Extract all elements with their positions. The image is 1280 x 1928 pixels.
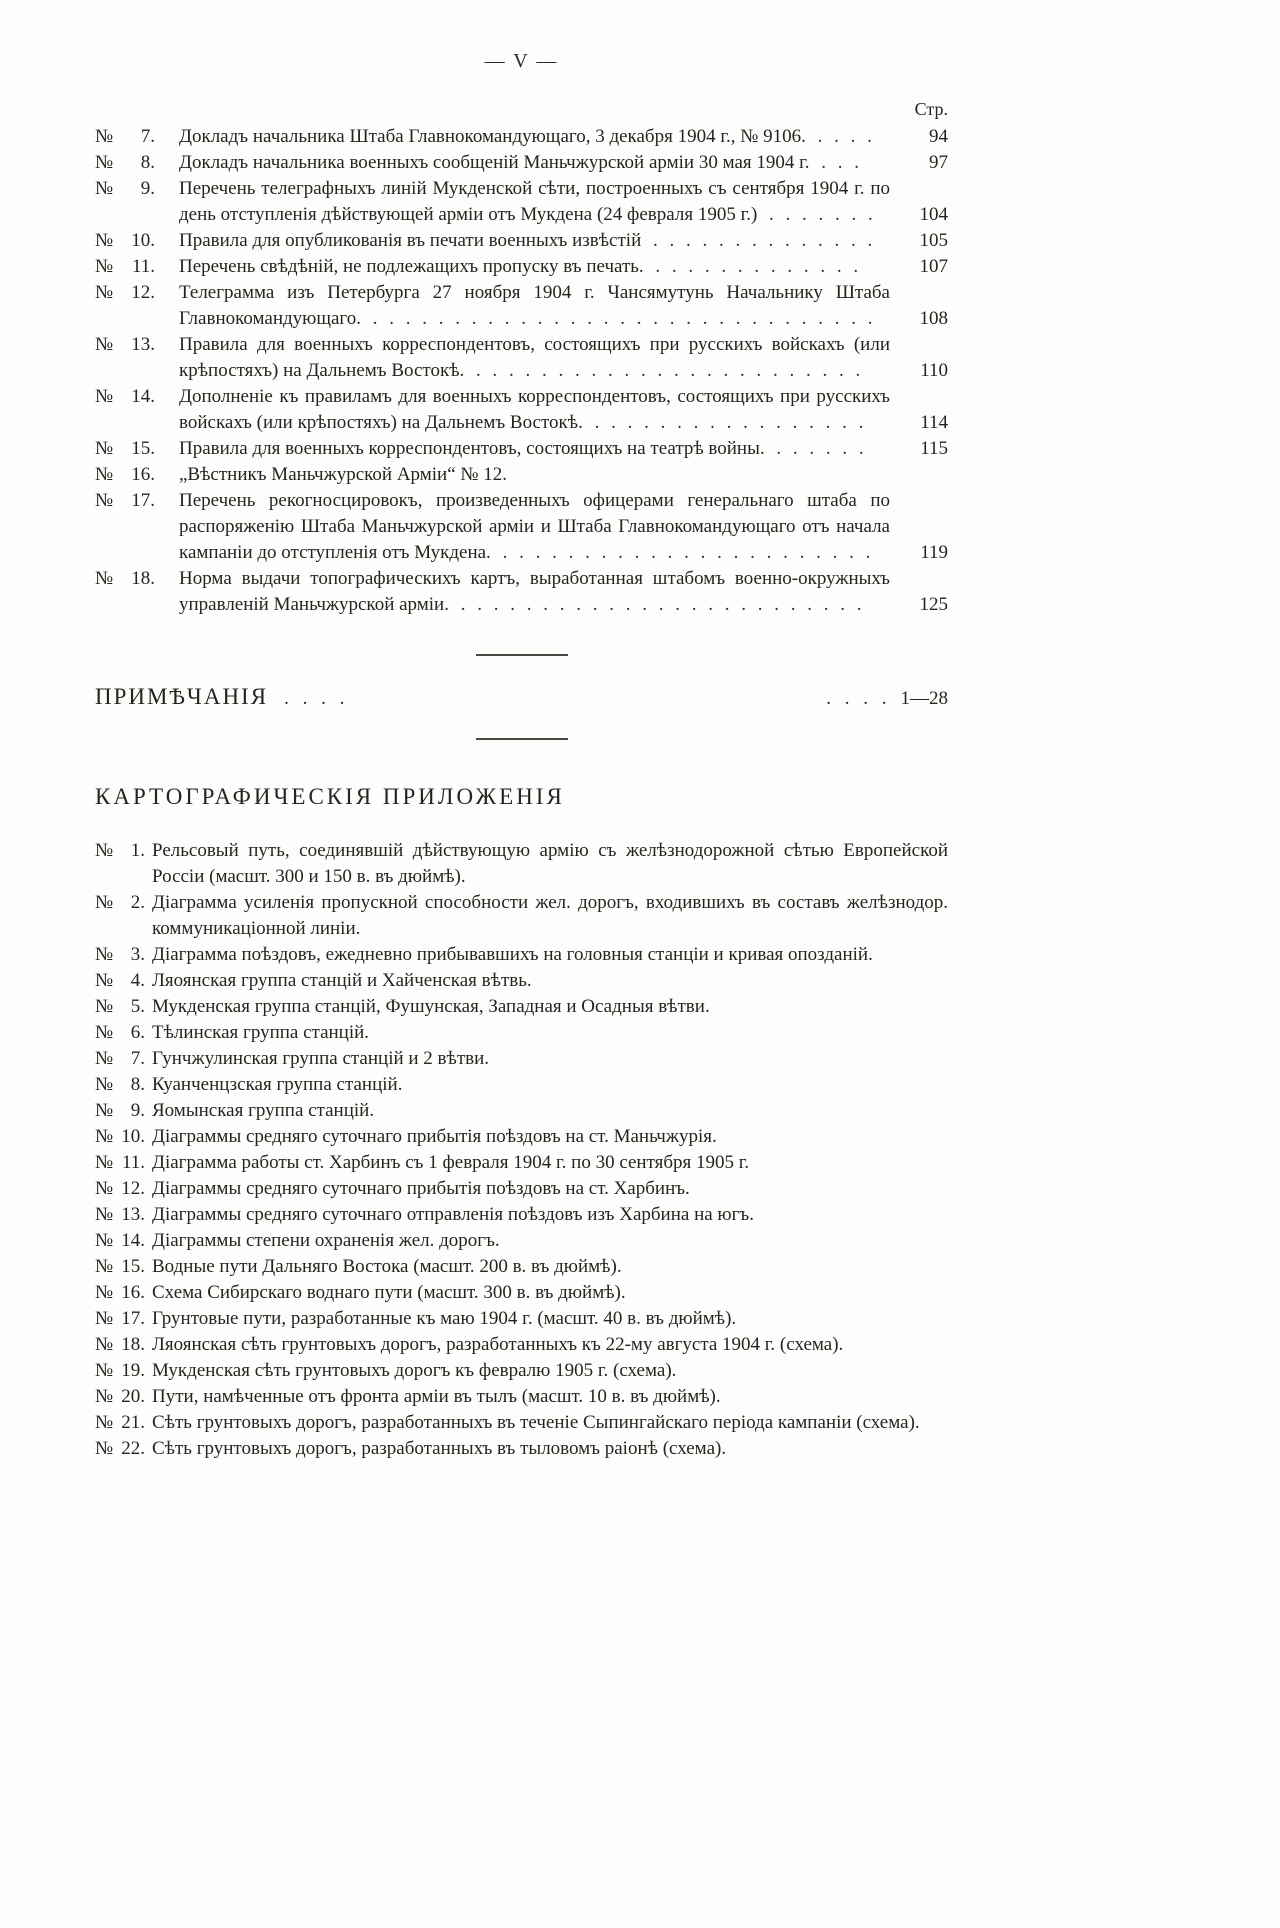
item-text: Ляоянская группа станцій и Хайченская вѣтвь. [152, 970, 532, 991]
entry-number-value: 8. [140, 152, 155, 173]
entry-text: Правила для опубликованія въ печати военныхъ извѣстій [179, 230, 642, 251]
numero-sign: № [95, 152, 114, 173]
entry-number [95, 384, 155, 410]
numero-sign: № [95, 464, 114, 485]
map-list-item [95, 1410, 948, 1436]
numero-sign: № [95, 1074, 114, 1095]
entry-number [95, 436, 155, 462]
numero-sign: № [95, 1204, 114, 1225]
map-list-item [95, 1202, 948, 1228]
notes-row [95, 684, 948, 710]
map-list-item [95, 1150, 948, 1176]
numero-sign: № [95, 386, 114, 407]
entry-number [95, 176, 155, 202]
item-number [95, 1358, 145, 1384]
numero-sign: № [95, 1178, 114, 1199]
page-content [95, 0, 948, 1462]
dot-leader: . . . . . . . . . . . . . [643, 256, 859, 277]
map-list-item [95, 994, 948, 1020]
toc-entry [95, 488, 948, 566]
item-text: Грунтовые пути, разработанные къ маю 1904 г. (масшт. 40 в. въ дюймѣ). [152, 1308, 737, 1329]
item-number [95, 1410, 145, 1436]
map-list-item [95, 1020, 948, 1046]
numero-sign: № [95, 996, 114, 1017]
entry-text: Перечень свѣдѣній, не подлежащихъ пропуску въ печать. [179, 256, 644, 277]
numero-sign: № [95, 944, 114, 965]
item-text: Сѣть грунтовыхъ дорогъ, разработанныхъ въ тыловомъ раіонѣ (схема). [152, 1438, 727, 1459]
entry-page-number: 108 [919, 308, 948, 329]
item-number-value: 16. [121, 1282, 145, 1303]
entry-text: Перечень рекогносцировокъ, произведенныхъ офицерами генеральнаго штаба по распоряженію Штаба Маньчжурской арміи и Штаба Главнокомандующаго отъ начала кампаніи до отступленія отъ Мукдена. [179, 490, 890, 563]
entry-number-value: 12. [131, 282, 155, 303]
dot-leader: . . . . . . . . . . . . . . . . . . . . . . . [490, 542, 871, 563]
numero-sign: № [95, 490, 114, 511]
numero-sign: № [95, 1334, 114, 1355]
entry-page-number: 97 [929, 152, 948, 173]
numero-sign: № [95, 438, 114, 459]
numero-sign: № [95, 970, 114, 991]
entry-number [95, 332, 155, 358]
item-text: Куанченцзская группа станцій. [152, 1074, 403, 1095]
map-list-item [95, 1280, 948, 1306]
item-number-value: 8. [130, 1074, 145, 1095]
item-number-value: 19. [121, 1360, 145, 1381]
item-number-value: 6. [130, 1022, 145, 1043]
item-text: Пути, намѣченные отъ фронта арміи въ тылъ (масшт. 10 в. въ дюймѣ). [152, 1386, 721, 1407]
dot-leader: . . . . . . [764, 438, 864, 459]
item-number [95, 1020, 145, 1046]
numero-sign: № [95, 256, 114, 277]
item-text: Діаграммы степени охраненія жел. дорогъ. [152, 1230, 500, 1251]
item-number [95, 890, 145, 916]
entry-page-number: 105 [919, 230, 948, 251]
map-list-item [95, 968, 948, 994]
item-number [95, 838, 145, 864]
item-number-value: 13. [121, 1204, 145, 1225]
page-column-header: Стр. [914, 99, 948, 119]
numero-sign: № [95, 1126, 114, 1147]
map-list-item [95, 1072, 948, 1098]
notes-dots-right: . . . . [826, 688, 887, 709]
item-number-value: 3. [130, 944, 145, 965]
separator-rule [476, 738, 568, 740]
dot-leader: . . . . . . . [757, 204, 873, 225]
map-list-item [95, 1384, 948, 1410]
entry-page-number: 110 [920, 360, 948, 381]
map-list [95, 838, 948, 1462]
entry-number-value: 9. [140, 178, 155, 199]
dot-leader: . . . . . . . . . . . . . . . . . . . . . . . . . . . . . . . [361, 308, 873, 329]
separator-rule [476, 654, 568, 656]
item-number-value: 22. [121, 1438, 145, 1459]
toc-entry [95, 462, 948, 488]
entry-number [95, 124, 155, 150]
item-number [95, 968, 145, 994]
item-text: Тѣлинская группа станцій. [152, 1022, 370, 1043]
numero-sign: № [95, 126, 114, 147]
item-text: Діаграммы средняго суточнаго прибытія поѣздовъ на ст. Маньчжурія. [152, 1126, 717, 1147]
item-number [95, 1436, 145, 1462]
item-number [95, 1280, 145, 1306]
numero-sign: № [95, 282, 114, 303]
item-number-value: 12. [121, 1178, 145, 1199]
map-list-item [95, 1098, 948, 1124]
item-number [95, 1124, 145, 1150]
item-text: Мукденская сѣть грунтовыхъ дорогъ къ февралю 1905 г. (схема). [152, 1360, 677, 1381]
item-number-value: 14. [121, 1230, 145, 1251]
item-number [95, 1332, 145, 1358]
dot-leader: . . . . . . . . . . . . . . . . . . . . . . . . [464, 360, 861, 381]
entry-number [95, 280, 155, 306]
entry-text: Докладъ начальника военныхъ сообщеній Маньчжурской арміи 30 мая 1904 г. [179, 152, 810, 173]
item-number-value: 15. [121, 1256, 145, 1277]
map-list-item [95, 1228, 948, 1254]
item-number-value: 7. [130, 1048, 145, 1069]
item-number [95, 1384, 145, 1410]
item-number [95, 942, 145, 968]
numero-sign: № [95, 892, 114, 913]
entry-number-value: 15. [131, 438, 155, 459]
entry-page-number: 94 [929, 126, 948, 147]
numero-sign: № [95, 1308, 114, 1329]
entry-number [95, 150, 155, 176]
entry-number [95, 488, 155, 514]
item-number-value: 17. [121, 1308, 145, 1329]
item-text: Діаграммы средняго суточнаго отправленія поѣздовъ изъ Харбина на югъ. [152, 1204, 754, 1225]
entry-number-value: 7. [140, 126, 155, 147]
map-list-item [95, 1358, 948, 1384]
numero-sign: № [95, 1100, 114, 1121]
item-number-value: 11. [121, 1152, 145, 1173]
numero-sign: № [95, 178, 114, 199]
entry-number [95, 566, 155, 592]
toc-entry [95, 124, 948, 150]
folio-page-number: — V — [484, 50, 559, 72]
entry-number-value: 11. [131, 256, 155, 277]
toc-entry [95, 176, 948, 228]
map-list-item [95, 1306, 948, 1332]
entry-number [95, 228, 155, 254]
numero-sign: № [95, 1022, 114, 1043]
numero-sign: № [95, 568, 114, 589]
entry-number [95, 462, 155, 488]
item-number-value: 2. [130, 892, 145, 913]
item-text: Яомынская группа станцій. [152, 1100, 375, 1121]
entry-text: Правила для военныхъ корреспондентовъ, состоящихъ при русскихъ войскахъ (или крѣпостяхъ) на Дальнемъ Востокѣ. [179, 334, 890, 381]
item-text: Ляоянская сѣть грунтовыхъ дорогъ, разработанныхъ къ 22-му августа 1904 г. (схема). [152, 1334, 844, 1355]
toc-entry [95, 228, 948, 254]
toc-list [95, 124, 948, 618]
toc-entry [95, 384, 948, 436]
toc-entry [95, 254, 948, 280]
numero-sign: № [95, 840, 114, 861]
toc-entry [95, 150, 948, 176]
numero-sign: № [95, 1282, 114, 1303]
entry-text: Докладъ начальника Штаба Главнокомандующаго, 3 декабря 1904 г., № 9106. [179, 126, 806, 147]
notes-page-range: 1—28 [900, 688, 948, 709]
entry-page-number: 107 [919, 256, 948, 277]
entry-page-number: 104 [919, 204, 948, 225]
numero-sign: № [95, 230, 114, 251]
dot-leader: . . . [809, 152, 860, 173]
map-list-item [95, 1436, 948, 1462]
map-list-item [95, 1176, 948, 1202]
toc-entry [95, 566, 948, 618]
item-number [95, 1176, 145, 1202]
map-list-item [95, 838, 948, 890]
dot-leader: . . . . . . . . . . . . . . . . . [582, 412, 864, 433]
item-text: Діаграмма усиленія пропускной способности жел. дорогъ, входившихъ въ составъ желѣзнодор. коммуникаціонной линіи. [152, 892, 948, 939]
item-number [95, 1046, 145, 1072]
item-number [95, 994, 145, 1020]
item-number-value: 1. [130, 840, 145, 861]
item-text: Гунчжулинская группа станцій и 2 вѣтви. [152, 1048, 490, 1069]
entry-text: Норма выдачи топографическихъ картъ, выработанная штабомъ военно-окружныхъ управленій Маньчжурской арміи. [179, 568, 890, 615]
item-number [95, 1306, 145, 1332]
notes-dots-left: . . . . [284, 688, 345, 709]
entry-number-value: 18. [131, 568, 155, 589]
dot-leader: . . . . . . . . . . . . . . . . . . . . . . . . . [448, 594, 862, 615]
item-number-value: 18. [121, 1334, 145, 1355]
dot-leader: . . . . [805, 126, 872, 147]
map-list-item [95, 890, 948, 942]
item-number [95, 1150, 145, 1176]
map-list-item [95, 1046, 948, 1072]
item-number [95, 1072, 145, 1098]
item-number [95, 1254, 145, 1280]
item-number-value: 21. [121, 1412, 145, 1433]
entry-page-number: 119 [920, 542, 948, 563]
item-number-value: 20. [121, 1386, 145, 1407]
item-text: Мукденская группа станцій, Фушунская, Западная и Осадныя вѣтви. [152, 996, 710, 1017]
maps-section-title: КАРТОГРАФИЧЕСКІЯ ПРИЛОЖЕНІЯ [95, 784, 565, 809]
item-text: Рельсовый путь, соединявшій дѣйствующую армію съ желѣзнодорожной сѣтью Европейской Россіи (масшт. 300 и 150 в. въ дюймѣ). [152, 840, 948, 887]
entry-page-number: 125 [919, 594, 948, 615]
toc-entry [95, 280, 948, 332]
numero-sign: № [95, 334, 114, 355]
map-list-item [95, 1254, 948, 1280]
item-text: Сѣть грунтовыхъ дорогъ, разработанныхъ въ теченіе Сыпингайскаго періода кампаніи (схема). [152, 1412, 920, 1433]
numero-sign: № [95, 1438, 114, 1459]
numero-sign: № [95, 1360, 114, 1381]
entry-text: Перечень телеграфныхъ линій Мукденской сѣти, построенныхъ съ сентября 1904 г. по день отступленія дѣйствующей арміи отъ Мукдена (24 февраля 1905 г.) [179, 178, 890, 225]
numero-sign: № [95, 1412, 114, 1433]
item-number-value: 4. [130, 970, 145, 991]
numero-sign: № [95, 1386, 114, 1407]
toc-entry [95, 436, 948, 462]
item-text: Водные пути Дальняго Востока (масшт. 200 в. въ дюймѣ). [152, 1256, 622, 1277]
entry-text: „Вѣстникъ Маньчжурской Арміи“ № 12. [179, 464, 508, 485]
entry-page-number: 115 [920, 438, 948, 459]
item-number [95, 1202, 145, 1228]
entry-number [95, 254, 155, 280]
item-text: Діаграмма поѣздовъ, ежедневно прибывавшихъ на головныя станціи и кривая опозданій. [152, 944, 873, 965]
entry-text: Дополненіе къ правиламъ для военныхъ корреспондентовъ, состоящихъ при русскихъ войскахъ (или крѣпостяхъ) на Дальнемъ Востокѣ. [179, 386, 890, 433]
map-list-item [95, 1124, 948, 1150]
item-text: Діаграмма работы ст. Харбинъ съ 1 февраля 1904 г. по 30 сентября 1905 г. [152, 1152, 750, 1173]
numero-sign: № [95, 1256, 114, 1277]
numero-sign: № [95, 1152, 114, 1173]
entry-page-number: 114 [920, 412, 948, 433]
map-list-item [95, 942, 948, 968]
item-text: Схема Сибирскаго воднаго пути (масшт. 300 в. въ дюймѣ). [152, 1282, 626, 1303]
item-number-value: 9. [130, 1100, 145, 1121]
entry-number-value: 16. [131, 464, 155, 485]
dot-leader: . . . . . . . . . . . . . . [641, 230, 873, 251]
item-number-value: 10. [121, 1126, 145, 1147]
toc-entry [95, 332, 948, 384]
numero-sign: № [95, 1048, 114, 1069]
item-text: Діаграммы средняго суточнаго прибытія поѣздовъ на ст. Харбинъ. [152, 1178, 690, 1199]
entry-number-value: 10. [131, 230, 155, 251]
notes-title: ПРИМѢЧАНІЯ [95, 684, 269, 709]
entry-number-value: 13. [131, 334, 155, 355]
entry-number-value: 17. [131, 490, 155, 511]
item-number-value: 5. [130, 996, 145, 1017]
numero-sign: № [95, 1230, 114, 1251]
entry-text: Правила для военныхъ корреспондентовъ, состоящихъ на театрѣ войны. [179, 438, 765, 459]
item-number [95, 1098, 145, 1124]
map-list-item [95, 1332, 948, 1358]
entry-number-value: 14. [131, 386, 155, 407]
item-number [95, 1228, 145, 1254]
entry-text: Телеграмма изъ Петербурга 27 ноября 1904 г. Чансямутунь Начальнику Штаба Главнокомандующаго. [179, 282, 890, 329]
